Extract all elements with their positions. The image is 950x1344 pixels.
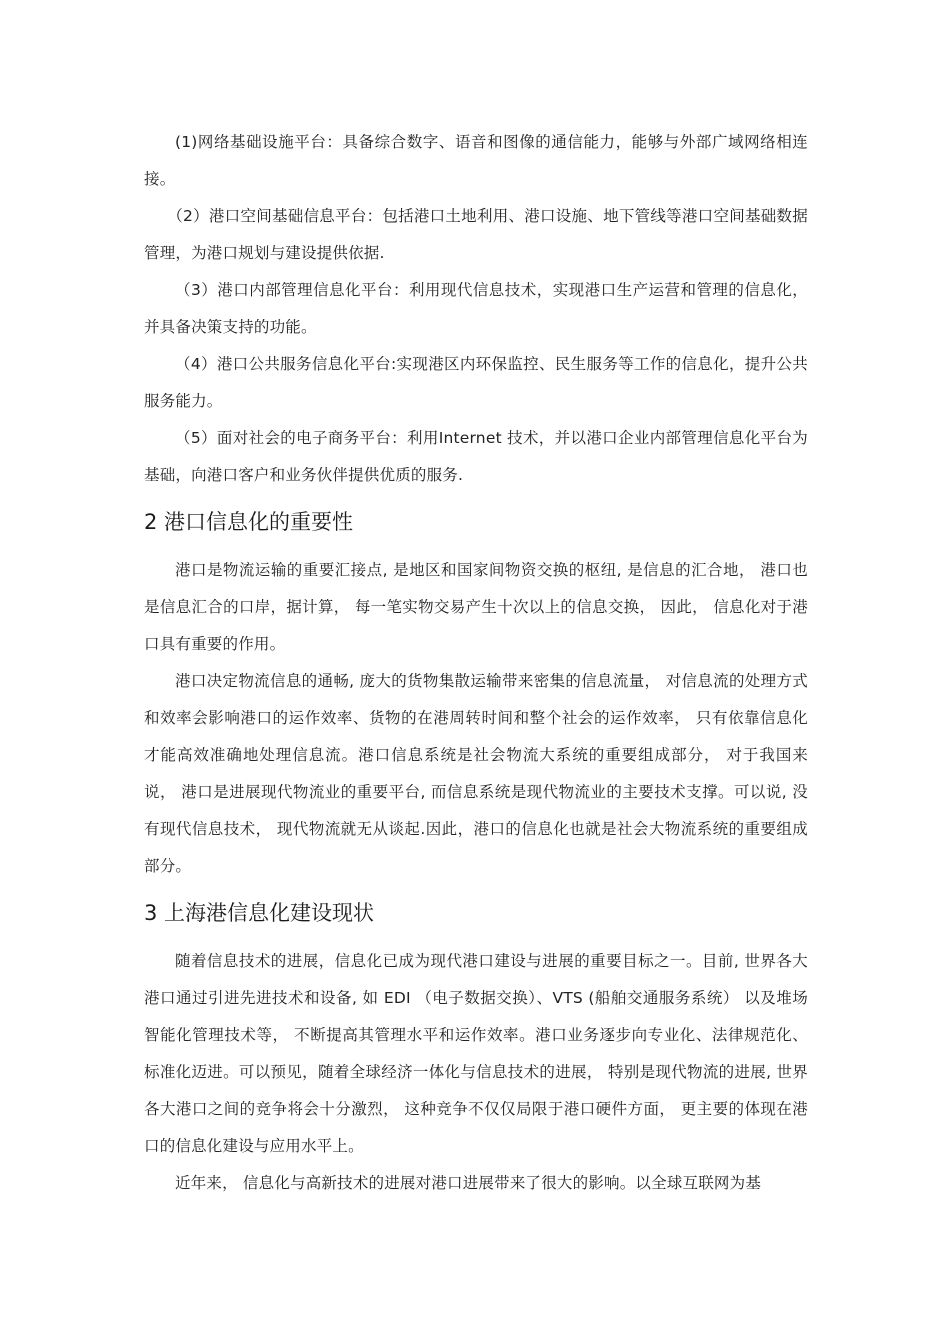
list-item-3: （3）港口内部管理信息化平台：利用现代信息技术，实现港口生产运营和管理的信息化，并具备决策支持的功能。 bbox=[144, 281, 808, 336]
section-2-paragraph-2: 港口决定物流信息的通畅, 庞大的货物集散运输带来密集的信息流量， 对信息流的处理方式和效率会影响港口的运作效率、货物的在港周转时间和整个社会的运作效率， 只有依靠信息化才能高效准确地处理信息流。港口信息系统是社会物流大系统的重要组成部分， 对于我国来说， 港口是进展现代物流业的重要平台, 而信息系统是现代物流业的主要技术支撑。可以说, 没有现代信息技术， 现代物流就无从谈起.因此，港口的信息化也就是社会大物流系统的重要组成部分。 bbox=[144, 672, 808, 875]
list-item-4: （4）港口公共服务信息化平台:实现港区内环保监控、民生服务等工作的信息化，提升公共服务能力。 bbox=[144, 355, 808, 410]
section-3-paragraph-2: 近年来， 信息化与高新技术的进展对港口进展带来了很大的影响。以全球互联网为基 bbox=[175, 1174, 762, 1192]
list-item-5: （5）面对社会的电子商务平台：利用Internet 技术，并以港口企业内部管理信息化平台为基础，向港口客户和业务伙伴提供优质的服务. bbox=[144, 429, 808, 484]
section-2-paragraph-1: 港口是物流运输的重要汇接点, 是地区和国家间物资交换的枢纽, 是信息的汇合地， 港口也是信息汇合的口岸，据计算， 每一笔实物交易产生十次以上的信息交换， 因此， 信息化对于港口具有重要的作用。 bbox=[144, 561, 808, 653]
list-item-2: （2）港口空间基础信息平台：包括港口土地利用、港口设施、地下管线等港口空间基础数据管理，为港口规划与建设提供依据. bbox=[144, 207, 808, 262]
list-item-1: (1)网络基础设施平台：具备综合数字、语音和图像的通信能力，能够与外部广域网络相连接。 bbox=[144, 133, 808, 188]
section-3-heading: 3 上海港信息化建设现状 bbox=[144, 901, 375, 925]
section-2-heading: 2 港口信息化的重要性 bbox=[144, 510, 354, 534]
section-3-paragraph-1: 随着信息技术的进展，信息化已成为现代港口建设与进展的重要目标之一。目前, 世界各大港口通过引进先进技术和设备, 如 EDI （电子数据交换）、VTS (船舶交通服务系统） 以及堆场智能化管理技术等， 不断提高其管理水平和运作效率。港口业务逐步向专业化、法律规范化、标准化迈进。可以预见，随着全球经济一体化与信息技术的进展， 特别是现代物流的进展, 世界各大港口之间的竞争将会十分激烈， 这种竞争不仅仅局限于港口硬件方面， 更主要的体现在港口的信息化建设与应用水平上。 bbox=[144, 952, 808, 1155]
document-page bbox=[144, 124, 808, 1202]
